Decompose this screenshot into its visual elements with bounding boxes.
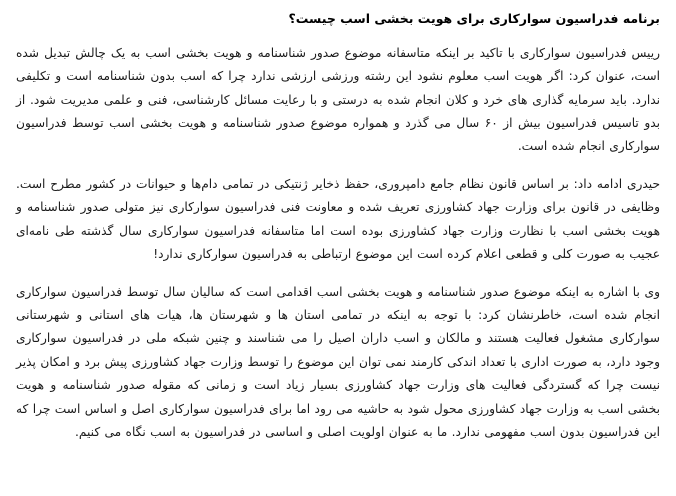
paragraph: رییس فدراسیون سوارکاری با تاکید بر اینکه متاسفانه موضوع صدور شناسنامه و هویت بخشی اسب به یک چالش تبدیل شده است، عنوان کرد: اگر هویت اسب معلوم نشود این رشته ورزشی ارزشی ندارد چرا که اسب بدون شناسنامه است و تکلیفی ندارد. باید سرمایه گذاری های خرد و کلان انجام شده به درستی و با رعایت مسائل کارشناسی، فنی و علمی مدیریت شود. از بدو تاسیس فدراسیون بیش از ۶۰ سال می گذرد و همواره موضوع صدور شناسنامه و هویت بخشی اسب توسط فدراسیون سوارکاری انجام شده است. (16, 45, 660, 154)
paragraph: وی با اشاره به اینکه موضوع صدور شناسنامه و هویت بخشی اسب اقدامی است که سالیان سال توسط فدراسیون سوارکاری انجام شده است، خاطرنشان کرد: با توجه به اینکه در تمامی استان ها و شهرستان ها، هیات های استانی و شهرستانی سوارکاری مشغول فعالیت هستند و مالکان و اسب داران اصیل را می شناسند و چنین شبکه ملی در فدراسیون سوارکاری وجود دارد، به صورت اداری با تعداد اندکی کارمند نمی توان این موضوع را توسط وزارت جهاد کشاورزی پیش برد و امکان پذیر نیست چرا که گستردگی فعالیت های وزارت جهاد کشاورزی بسیار زیاد است و زمانی که مقوله صدور شناسنامه و هویت بخشی اسب به وزارت جهاد کشاورزی محول شود به حاشیه می رود اما برای فدراسیون سوارکاری اصل و اساس است چرا که این فدراسیون بدون اسب مفهومی ندارد. ما به عنوان اولویت اصلی و اساسی در فدراسیون به اسب نگاه می کنیم. (16, 284, 660, 440)
paragraph: حیدری ادامه داد: بر اساس قانون نظام جامع دامپروری، حفظ ذخایر ژنتیکی در تمامی دام‌ها و حیوانات در کشور مطرح است. وظایفی در قانون برای وزارت جهاد کشاورزی تعریف شده و معاونت فنی فدراسیون سوارکاری نیز متولی صدور شناسنامه و هویت بخشی اسب با نظارت وزارت جهاد کشاورزی بوده است اما متاسفانه فدراسیون سوارکاری سال گذشته طی نامه‌ای عجیب به صورت کلی و قطعی اعلام کرده است این موضوع ارتباطی به فدراسیون سوارکاری ندارد! (16, 176, 660, 262)
page-title: برنامه فدراسیون سوارکاری برای هویت بخشی اسب چیست؟ (288, 11, 660, 26)
